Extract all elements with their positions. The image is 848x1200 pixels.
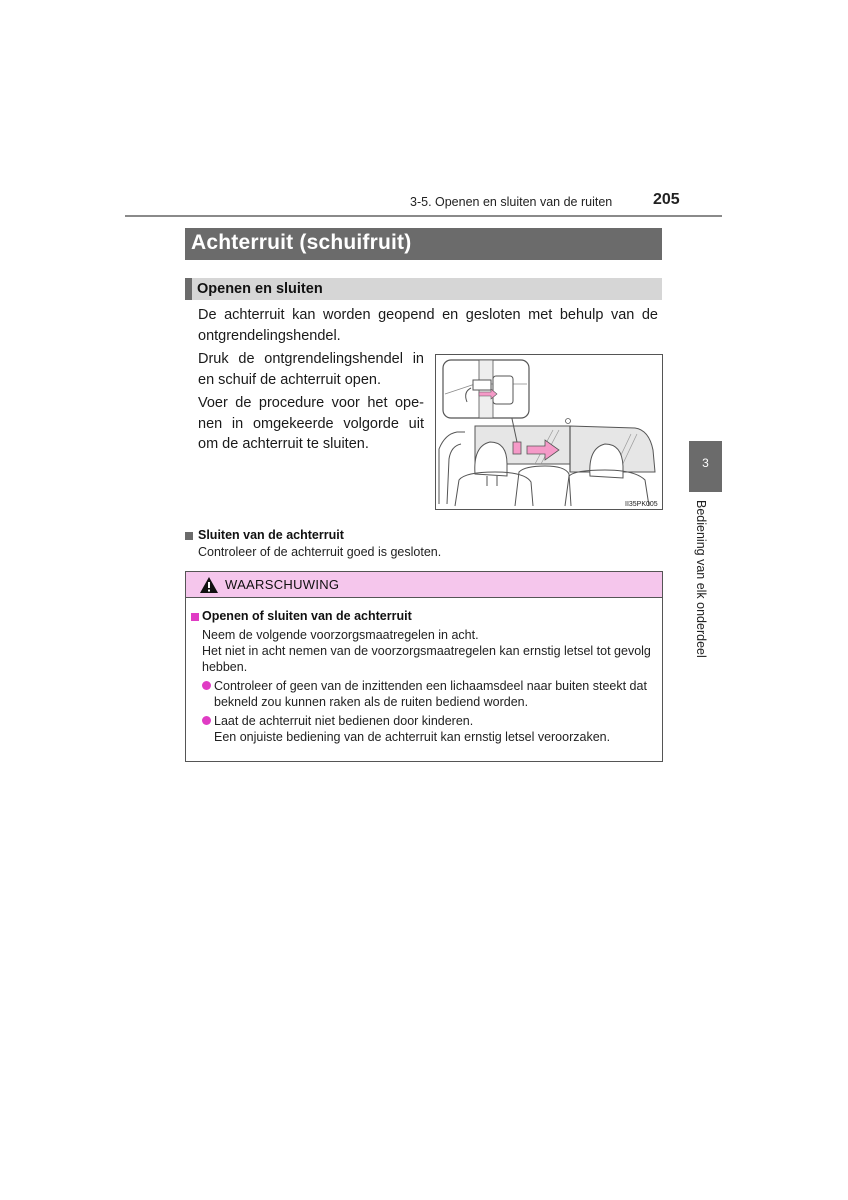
page-title: Achterruit (schuifruit) <box>191 231 412 254</box>
subsection-accent <box>185 278 192 300</box>
warning-heading: Openen of sluiten van de achterruit <box>202 609 412 623</box>
page-number: 205 <box>653 191 680 208</box>
warning-line-1: Neem de volgende voorzorgsmaatregelen in acht. <box>202 628 479 642</box>
warning-triangle-icon <box>199 576 219 594</box>
closing-text: Controleer of de achterruit goed is gesloten. <box>198 545 442 559</box>
section-bullet-square <box>185 532 193 540</box>
warning-bullet-1: Controleer of geen van de inzittenden een lichaamsdeel naar buiten steekt dat bekneld zou kunnen raken als de ruiten bediend worden. <box>214 679 647 709</box>
intro-paragraph: De achterruit kan worden geopend en gesloten met behulp van de ontgrendelingshendel. <box>198 307 658 344</box>
chapter-tab <box>689 441 722 492</box>
running-header-section: 3-5. Openen en sluiten van de ruiten <box>410 195 613 209</box>
warning-line-2: Het niet in acht nemen van de voorzorgsmaatregelen kan ernstig letsel tot gevolg hebben. <box>202 644 651 674</box>
subsection-bar <box>185 278 662 300</box>
warning-bullet-2 <box>214 713 658 745</box>
warning-section-square <box>191 613 199 621</box>
header-rule <box>125 215 722 217</box>
step1-paragraph: Druk de ontgrendelingshendel in en schuif de achterruit open. <box>198 351 424 388</box>
subsection-title: Openen en sluiten <box>197 281 323 297</box>
warning-bullet-dot <box>202 716 211 725</box>
chapter-label: Bediening van elk onderdeel <box>694 500 708 658</box>
closing-heading: Sluiten van de achterruit <box>198 528 344 542</box>
warning-title: WAARSCHUWING <box>225 577 340 592</box>
rear-sliding-window-illustration <box>435 354 663 510</box>
warning-bullet-2-line-2: Een onjuiste bediening van de achterruit kan ernstig letsel veroorzaken. <box>214 730 611 744</box>
warning-bullet-2-line-1: Laat de achterruit niet bedienen door kinderen. <box>214 714 474 728</box>
page-title-bar <box>185 228 662 260</box>
step2-paragraph: Voer de procedure voor het ope-nen in omgekeerde volgorde uit om de achterruit te sluiten. <box>198 395 424 452</box>
chapter-number: 3 <box>702 456 709 470</box>
illustration-code: II35PK005 <box>625 501 658 508</box>
warning-bullet-dot <box>202 681 211 690</box>
